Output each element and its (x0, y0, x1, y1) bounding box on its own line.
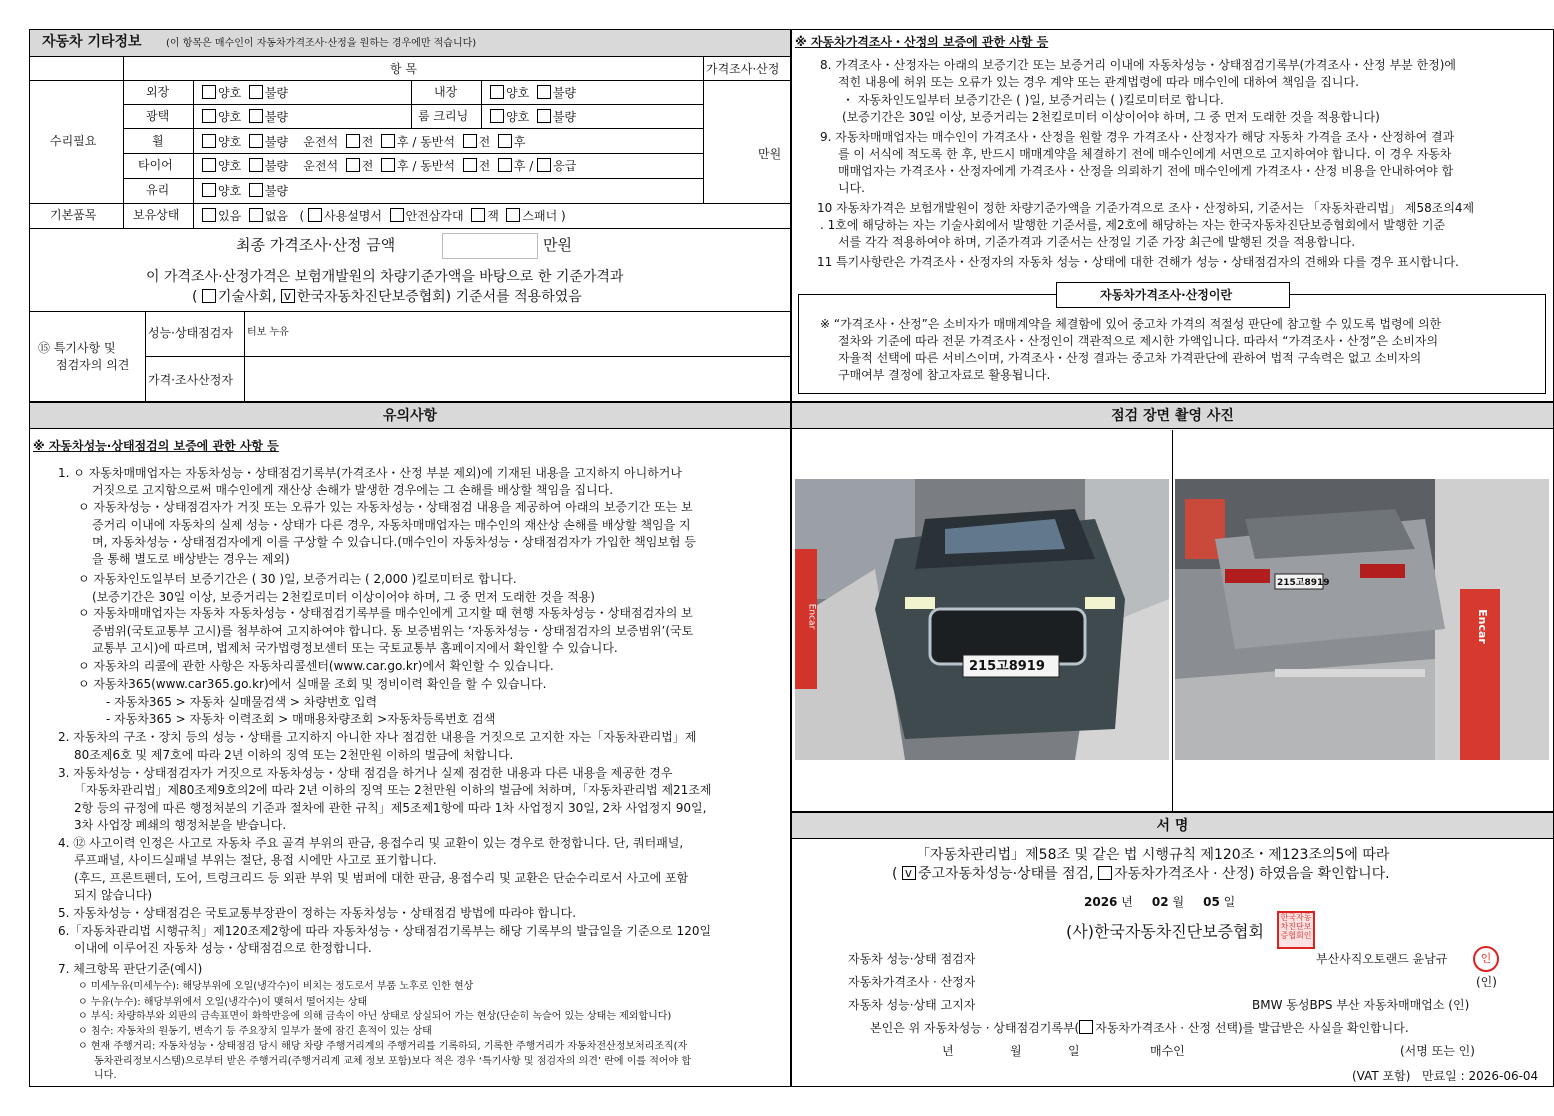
notes-line: ㅇ 자동차성능・상태점검자가 거짓 또는 오류가 있는 자동차성능・상태점검 내용을 제공하여 아래의 보증기간 또는 보 (78, 500, 693, 514)
notes-line: 이내에 이루어진 자동차 성능・상태점검으로 한정합니다. (74, 941, 372, 955)
criteria-line: ㅇ 침수: 자동차의 원동기, 변속기 등 주요장치 일부가 물에 잠긴 흔적이 있는 상태 (78, 1026, 432, 1037)
gloss-bad-checkbox[interactable] (249, 109, 263, 123)
buyer-day: 일 (1068, 1044, 1080, 1058)
notes-line: 5. 자동차성능・상태점검은 국토교통부장관이 정하는 자동차성능・상태점검 방법에 따라야 합니다. (58, 906, 577, 920)
inspector-value: 터보 누유 (247, 327, 289, 338)
notes-line: ㅇ 자동차매매업자는 자동차 자동차성능・상태점검기록부를 매수인에게 고지할 때 현행 자동차성능・상태점검자의 보 (78, 606, 693, 620)
item9-line2: 를 이 서식에 적도록 한 후, 반드시 매매계약을 체결하기 전에 매수인에게 서면으로 고지하여야 합니다. 이 경우 자동차 (838, 147, 1452, 161)
room-bad-checkbox[interactable] (537, 109, 551, 123)
rear-encar-text: Encar (1475, 609, 1489, 644)
date-month: 02 (1151, 895, 1169, 909)
interior-bad-checkbox[interactable] (537, 85, 551, 99)
criteria-line: ㅇ 미세누유(미세누수): 해당부위에 오일(냉각수)이 비치는 정도로서 부품 노후로 인한 현상 (78, 981, 474, 992)
tire-rear-checkbox[interactable] (381, 158, 395, 172)
box-line3: 자율적 선택에 따른 서비스이며, 가격조사・산정 결과는 중고차 가격판단에 관하여 법적 구속력은 없고 소비자의 (838, 351, 1422, 365)
spanner-checkbox[interactable] (506, 208, 520, 222)
photos-header: 점검 장면 촬영 사진 (1111, 408, 1234, 424)
vat-note: (VAT 포함) (1352, 1069, 1411, 1083)
basic-options: 있음 없음 ( 사용설명서 안전삼각대 잭 스패너 ) (202, 208, 566, 224)
basis-assoc-checkbox[interactable] (281, 289, 295, 303)
item9-line3: 매매업자는 가격조사・산정자에게 가격조사・산정을 의뢰하기 전에 매수인에게 가격조사・산정 비용을 안내하여야 합 (838, 164, 1454, 178)
date-day: 05 (1203, 895, 1220, 909)
notes-line: 4. ⑫ 사고이력 인정은 사고로 자동차 주요 골격 부위의 판금, 용접수리 및 교환이 있는 경우로 한정합니다. 단, 쿼터패널, (58, 836, 684, 850)
notes-line: - 자동차365 > 자동차 이력조회 > 매매용차량조회 >자동차등록번호 검색 (106, 712, 496, 726)
basic-have-checkbox[interactable] (202, 208, 216, 222)
item8-line1: 8. 가격조사・산정자는 아래의 보증기간 또는 보증거리 이내에 자동차성능・상태점검기록부(가격조사・산정 부분 한정)에 (820, 58, 1456, 72)
date-line: 2026 년 02 월 05 일 (1084, 895, 1236, 909)
receipt-price-checkbox[interactable] (1079, 1020, 1093, 1034)
basis-tech-checkbox[interactable] (202, 289, 216, 303)
other-info-title: 자동차 기타정보 (42, 34, 142, 50)
sign-row2-label: 자동차가격조사 · 산정자 (848, 975, 976, 989)
notes-line: 80조제6호 및 제7호에 따라 2년 이하의 징역 또는 2천만원 이하의 벌금에 처합니다. (74, 748, 514, 762)
wheel-passenger-front-checkbox[interactable] (463, 134, 477, 148)
criteria-line: ㅇ 부식: 차량하부와 외판의 금속표면이 화학반응에 의해 금속이 아닌 상태로 상실되어 가는 현상(단순히 녹슬어 있는 상태는 제외합니다) (78, 1011, 672, 1022)
notes-line: 1. ㅇ 자동차매매업자는 자동차성능・상태점검기록부(가격조사・산정 부분 제외)에 기재된 내용을 고지하지 아니하거나 (58, 466, 682, 480)
repair-label: 수리필요 (50, 134, 97, 148)
notes-line: 2. 자동차의 구조・장치 등의 성능・상태를 고지하지 아니한 자나 점검한 내용을 거짓으로 고지한 자는「자동차관리법」제 (58, 730, 697, 744)
exterior-good-checkbox[interactable] (202, 85, 216, 99)
inspector-seal: 인 (1473, 946, 1499, 972)
price-warranty-heading: ※ 자동차가격조사・산정의 보증에 관한 사항 등 (795, 35, 1049, 49)
exterior-bad-checkbox[interactable] (249, 85, 263, 99)
notes-line: 7. 체크항목 판단기준(예시) (58, 962, 203, 976)
front-plate-text: 215고8919 (969, 659, 1045, 674)
basis-line-1: 이 가격조사·산정가격은 보험개발원의 차량기준가액을 바탕으로 한 기준가격과 (146, 269, 624, 285)
criteria-line: 동차관리정보시스템)으로부터 받은 주행거리(주행거리계 교체 정보 포함)보다 적은 경우 ‘특기사항 및 점검자의 의견’ 란에 이를 적어야 합 (94, 1056, 692, 1067)
tire-good-checkbox[interactable] (202, 158, 216, 172)
wheel-bad-checkbox[interactable] (249, 134, 263, 148)
basic-none-checkbox[interactable] (249, 208, 263, 222)
wheel-good-checkbox[interactable] (202, 134, 216, 148)
final-price-input[interactable] (442, 233, 538, 259)
wheel-passenger-rear-checkbox[interactable] (498, 134, 512, 148)
criteria-line: ㅇ 누유(누수): 해당부위에서 오일(냉각수)이 맺혀서 떨어지는 상태 (78, 997, 368, 1008)
item8-line2: 적힌 내용에 허위 또는 오류가 있는 경우 계약 또는 관계법령에 따라 매수인에 대하여 책임을 집니다. (838, 75, 1359, 89)
row-tire: 타이어 (138, 158, 173, 172)
basic-status: 보유상태 (133, 208, 180, 222)
signature-header: 서 명 (1156, 818, 1189, 834)
notes-line: 「자동차관리법」제80조제9호의2에 따라 2년 이하의 징역 또는 2천만원 이하의 벌금에 처하며,「자동차관리법 제21조제 (74, 783, 712, 797)
row-wheel: 휠 (152, 134, 164, 148)
col-price: 가격조사·산정 (706, 62, 780, 76)
sign-row3-value: BMW 동성BPS 부산 자동차매매업소 (인) (1252, 998, 1470, 1012)
tire-passenger-front-checkbox[interactable] (463, 158, 477, 172)
date-year: 2026 (1084, 895, 1118, 909)
notes-line: 되지 않습니다) (74, 888, 153, 902)
notes-line: (후드, 프론트펜더, 도어, 트렁크리드 등 외판 부위 및 범퍼에 대한 판금, 용접수리 및 교환은 단순수리로서 사고에 포함 (74, 871, 689, 885)
front-car-illustration (795, 479, 1169, 760)
rear-car-illustration (1175, 479, 1549, 760)
sign-row1-label: 자동차 성능·상태 점검자 (848, 952, 976, 966)
criteria-line: 니다. (94, 1070, 117, 1081)
buyer-sign: (서명 또는 인) (1400, 1044, 1475, 1058)
tire-options: 양호 불량 운전석 전 후 / 동반석 전 후 / 응급 (202, 158, 576, 174)
box-line1: ※ “가격조사・산정”은 소비자가 매매계약을 체결함에 있어 중고차 가격의 적절성 판단에 참고할 수 있도록 법령에 의한 (820, 317, 1442, 331)
sign-row3-label: 자동차 성능·상태 고지자 (848, 998, 976, 1012)
item10-line3: 서를 각각 적용하여야 하며, 기준가격과 기준서는 산정일 기준 가장 최근에 발행된 것을 적용합니다. (838, 235, 1356, 249)
appraiser-label: 가격·조사산정자 (148, 373, 233, 387)
gloss-good-checkbox[interactable] (202, 109, 216, 123)
notes-line: 3. 자동차성능・상태점검자가 거짓으로 자동차성능・상태 점검을 하거나 실제 점검한 내용과 다른 내용을 제공한 경우 (58, 766, 673, 780)
room-good-checkbox[interactable] (490, 109, 504, 123)
receipt-line: 본인은 위 자동차성능 · 상태점검기록부( 자동차가격조사 · 산정 선택)를 발급받은 사실을 확인합니다. (870, 1021, 1409, 1035)
wheel-front-checkbox[interactable] (346, 134, 360, 148)
front-car-photo (795, 479, 1169, 760)
rear-car-photo (1175, 479, 1549, 760)
notes-line: 을 통해 별도로 배상받는 경우는 제외) (92, 552, 290, 566)
notes-line: 증범위(국토교통부 고시)를 첨부하여 고지하여야 합니다. 동 보증범위는 ‘자동차성능・상태점검자의 보증범위’(국토 (92, 624, 694, 638)
box-line4: 구매여부 결정에 참고자료로 활용됩니다. (838, 368, 1051, 382)
notes-line: (보증기간은 30일 이상, 보증거리는 2천킬로미터 이상이어야 하며, 그 중 먼저 도래한 것을 적용) (92, 590, 595, 604)
sign-row2-value: (인) (1476, 975, 1497, 989)
final-price-unit: 만원 (543, 236, 572, 254)
exterior-options: 양호 불량 (202, 85, 288, 101)
row-room-cleaning: 룸 크리닝 (418, 109, 469, 123)
org-stamp: 한국자동차진단보증협회인 (1277, 911, 1315, 949)
confirm-used-checkbox[interactable] (902, 866, 916, 880)
tire-front-checkbox[interactable] (346, 158, 360, 172)
confirm-price-checkbox[interactable] (1098, 866, 1112, 880)
notes-line: ㅇ 자동차의 리콜에 관한 사항은 자동차리콜센터(www.car.go.kr)에서 확인할 수 있습니다. (78, 659, 554, 673)
glass-options: 양호 불량 (202, 183, 288, 199)
notes-line: ㅇ 자동차365(www.car365.go.kr)에서 실매물 조회 및 정비이력 확인을 할 수 있습니다. (78, 677, 547, 691)
special-label-2: 점검자의 의견 (56, 358, 130, 372)
inspector-label: 성능·상태점검자 (148, 326, 233, 340)
manual-checkbox[interactable] (308, 208, 322, 222)
row-interior: 내장 (434, 85, 458, 99)
item10-line2: . 1호에 해당하는 자는 기술사회에서 발행한 기준서를, 제2호에 해당하는 자는 한국자동차진단보증협회에서 발행한 기준 (820, 218, 1446, 232)
notes-line: 며, 자동차성능・상태점검자에게 이를 구상할 수 있습니다.(매수인이 자동차성능・상태점검자가 가입한 책임보험 등 (92, 535, 696, 549)
notes-line: 거짓으로 고지함으로써 매수인에게 재산상 손해가 발생한 경우에는 그 손해를 배상할 책임을 집니다. (92, 483, 614, 497)
buyer-label: 매수인 (1150, 1044, 1185, 1058)
interior-good-checkbox[interactable] (490, 85, 504, 99)
row-glass: 유리 (146, 183, 170, 197)
price-explain-title: 자동차가격조사·산정이란 (1100, 288, 1233, 302)
notes-header: 유의사항 (382, 408, 438, 424)
confirm-line: ( v 중고자동차성능·상태를 점검, 자동차가격조사 · 산정) 하였음을 확인합니다. (892, 866, 1390, 883)
notes-line: 6.「자동차관리법 시행규칙」제120조제2항에 따라 자동차성능・상태점검기록부는 해당 기록부의 발급일을 기준으로 120일 (58, 924, 712, 938)
buyer-month: 월 (1010, 1044, 1022, 1058)
sign-row1-value: 부산사직오토랜드 윤남규 (1316, 952, 1448, 966)
notes-line: 교통부 고시)에 따르며, 법제처 국가법령정보센터 또는 국토교통부 홈페이지에서 확인할 수 있습니다. (92, 641, 618, 655)
row-gloss: 광택 (146, 109, 170, 123)
buyer-year: 년 (942, 1044, 954, 1058)
tire-passenger-rear-checkbox[interactable] (498, 158, 512, 172)
notes-line: 루프패널, 사이드실패널 부위는 절단, 용접 시에만 사고로 표기합니다. (74, 853, 437, 867)
notes-line: 2항 등의 규정에 따른 행정처분의 기준과 절차에 관한 규칙」제5조제1항에 따라 1차 사업정지 30일, 2차 사업정지 90일, (74, 801, 707, 815)
special-label-1: ⑮ 특기사항 및 (38, 341, 116, 355)
item11-line: 11 특기사항란은 가격조사・산정자의 자동차 성능・상태에 대한 견해가 성능・상태점검자의 견해와 다를 경우 표시합니다. (817, 255, 1459, 269)
tire-bad-checkbox[interactable] (249, 158, 263, 172)
room-options: 양호 불량 (490, 109, 576, 125)
tire-emergency-checkbox[interactable] (537, 158, 551, 172)
notes-line: ㅇ 자동차인도일부터 보증기간은 ( 30 )일, 보증거리는 ( 2,000 )킬로미터로 합니다. (78, 572, 517, 586)
won-unit: 만원 (758, 147, 782, 161)
front-encar-text: Encar (806, 603, 817, 630)
notes-line: - 자동차365 > 자동차 실매물검색 > 차량번호 입력 (106, 695, 378, 709)
interior-options: 양호 불량 (490, 85, 576, 101)
col-items: 항 목 (390, 62, 417, 76)
glass-bad-checkbox[interactable] (249, 183, 263, 197)
org-name: (사)한국자동차진단보증협회 (1066, 922, 1264, 941)
gloss-options: 양호 불량 (202, 109, 288, 125)
triangle-checkbox[interactable] (390, 208, 404, 222)
law-line: 「자동차관리법」제58조 및 같은 법 시행규칙 제120조・제123조의5에 따라 (916, 847, 1390, 863)
basis-line-2: ( 기술사회, v 한국자동차진단보증협회) 기준서를 적용하였음 (192, 289, 582, 306)
item10-line1: 10 자동차가격은 보험개발원이 정한 차량기준가액을 기준가격으로 조사・산정하되, 기준서는 「자동차관리법」 제58조의4제 (817, 201, 1475, 215)
jack-checkbox[interactable] (471, 208, 485, 222)
rear-plate-text: 215고8919 (1277, 578, 1330, 588)
box-line2: 절차와 기준에 따라 전문 가격조사・산정인이 객관적으로 제시한 가액입니다. 따라서 “가격조사・산정”은 소비자의 (838, 334, 1439, 348)
other-info-note: (이 항목은 매수인이 자동차가격조사·산정을 원하는 경우에만 적습니다) (166, 38, 477, 49)
criteria-line: ㅇ 현재 주행거리: 자동차성능・상태점검 당시 해당 차량 주행거리계의 주행거리를 기록하되, 기록한 주행거리가 자동차전산정보처리조직(자 (78, 1041, 688, 1052)
notes-heading: ※ 자동차성능·상태점검의 보증에 관한 사항 등 (33, 439, 279, 453)
item8-line3: ・ 자동차인도일부터 보증기간은 ( )일, 보증거리는 ( )킬로미터로 합니다. (842, 93, 1224, 107)
basic-label: 기본품목 (50, 208, 97, 222)
notes-line: 증거리 이내에 자동차의 실제 성능・상태가 다른 경우, 자동차매매업자는 매수인의 재산상 손해를 배상할 책임을 지 (92, 518, 691, 532)
final-price-label: 최종 가격조사·산정 금액 (236, 236, 396, 254)
notes-line: 3차 사업장 폐쇄의 행정처분을 받습니다. (74, 818, 287, 832)
expiry-date: 만료일 : 2026-06-04 (1422, 1069, 1539, 1083)
row-exterior: 외장 (146, 85, 170, 99)
glass-good-checkbox[interactable] (202, 183, 216, 197)
wheel-options: 양호 불량 운전석 전 후 / 동반석 전 후 (202, 134, 525, 150)
wheel-rear-checkbox[interactable] (381, 134, 395, 148)
item8-line4: (보증기간은 30일 이상, 보증거리는 2천킬로미터 이상이어야 하며, 그 중 먼저 도래한 것을 적용합니다) (842, 110, 1380, 124)
item9-line1: 9. 자동차매매업자는 매수인이 가격조사・산정을 원할 경우 가격조사・산정자가 해당 자동차 가격을 조사・산정하여 결과 (820, 130, 1455, 144)
item9-line4: 니다. (838, 181, 865, 195)
